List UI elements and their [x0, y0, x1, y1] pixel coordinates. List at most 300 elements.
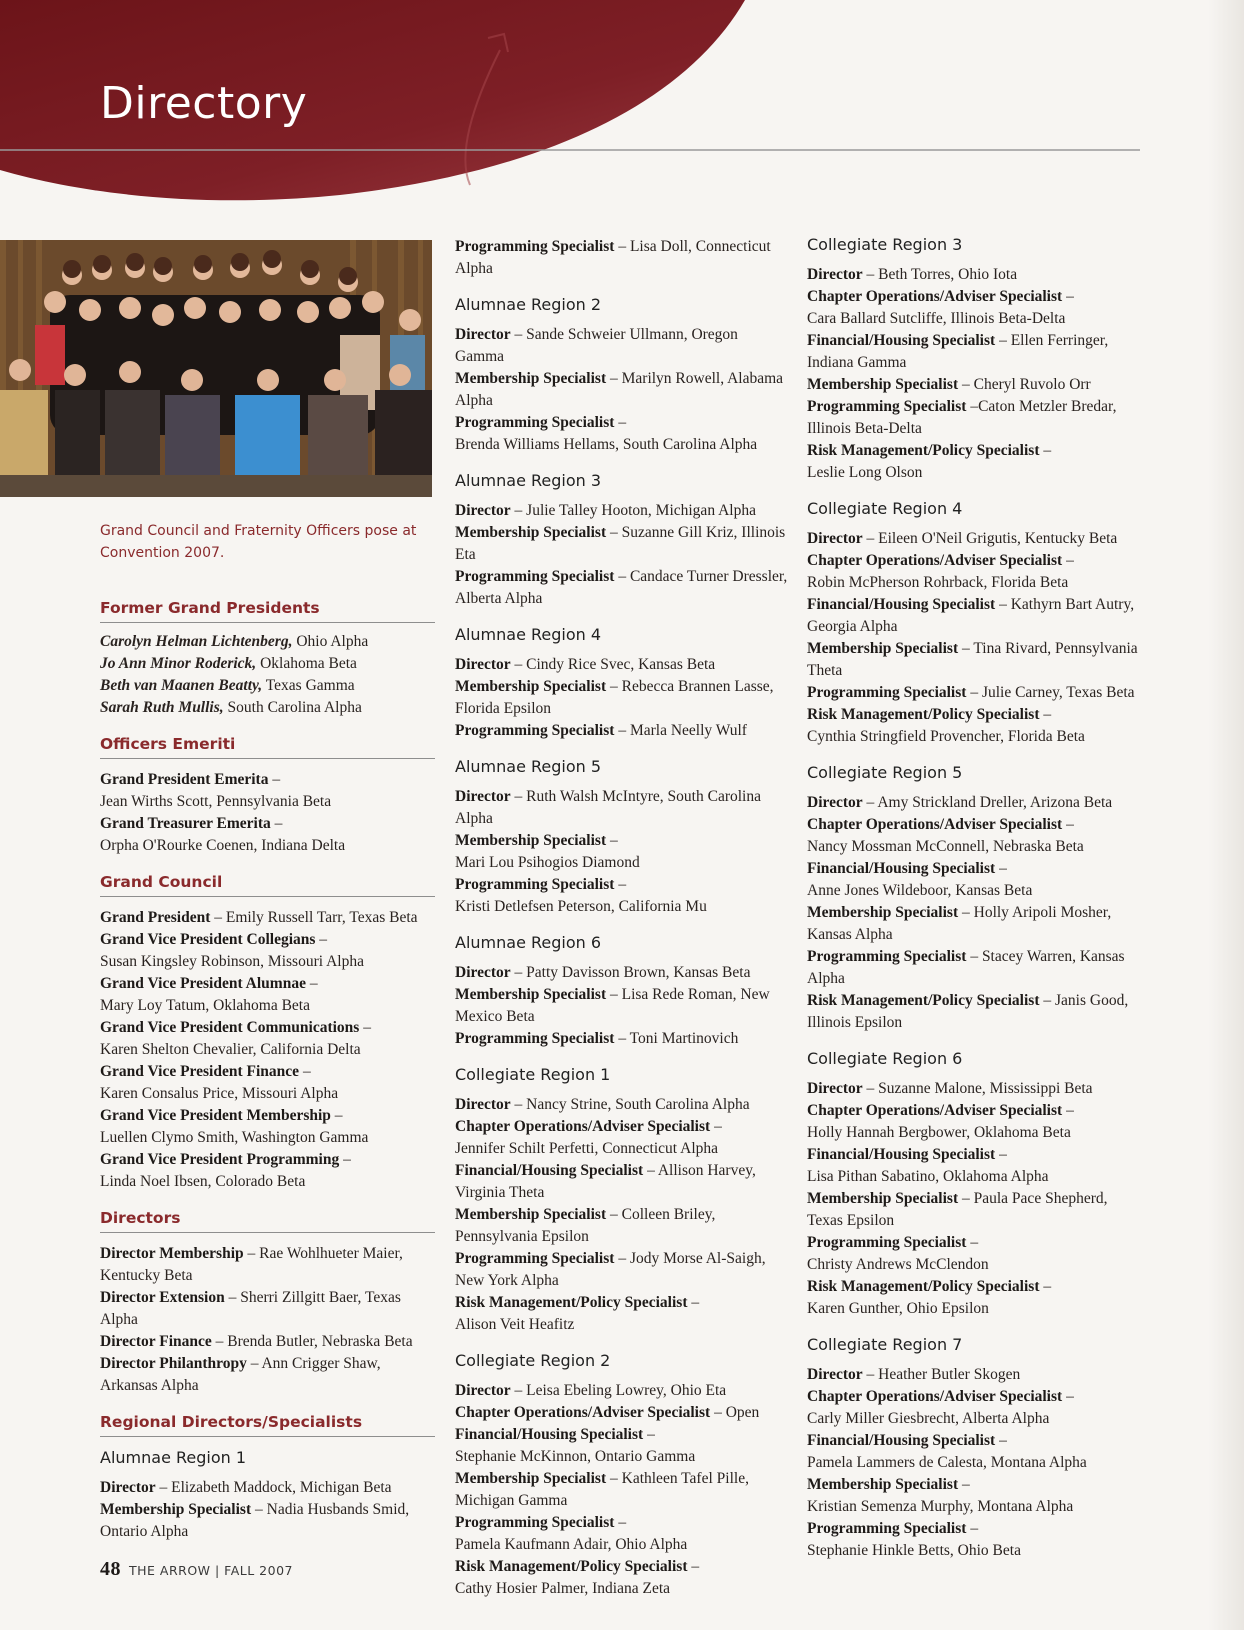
entry-name: Pamela Lammers de Calesta, Montana Alpha [807, 1454, 1087, 1471]
entry-separator: – [862, 1080, 879, 1097]
entry-role: Risk Management/Policy Specialist [455, 1294, 688, 1311]
entry-separator: – [339, 1151, 351, 1168]
entry-role: Grand Vice President Alumnae [100, 975, 306, 992]
page-title: Directory [100, 78, 308, 129]
entry-name: Anne Jones Wildeboor, Kansas Beta [807, 882, 1033, 899]
entry-separator: – [330, 1107, 343, 1124]
entry-separator: – [510, 326, 527, 343]
section-heading: Directors [100, 1207, 435, 1233]
directory-entry [455, 566, 790, 610]
entry-name: Candace Turner Dressler, Alberta Alpha [455, 568, 788, 607]
entry-name: Rae Wohlhueter Maier, Kentucky Beta [100, 1245, 403, 1284]
page-edge-shadow [1208, 0, 1244, 1630]
directory-entry [807, 990, 1142, 1034]
section-heading: Former Grand Presidents [100, 597, 435, 623]
entry-name: Jennifer Schilt Perfetti, Connecticut Alpha [455, 1140, 719, 1157]
entry-name: Open [725, 1404, 760, 1421]
entry-role: Financial/Housing Specialist [807, 1432, 996, 1449]
directory-entry [455, 324, 790, 368]
alumnae-region-5 [455, 756, 790, 918]
region-heading: Alumnae Region 4 [455, 625, 602, 644]
entry-separator: – [1062, 1388, 1074, 1405]
directory-entry [455, 1292, 790, 1336]
entry-name: Holly Hannah Bergbower, Oklahoma Beta [807, 1124, 1071, 1141]
entry-name: Mary Loy Tatum, Oklahoma Beta [100, 997, 310, 1014]
entry-role: Membership Specialist [807, 640, 959, 657]
entry-name: Stephanie Hinkle Betts, Ohio Beta [807, 1542, 1021, 1559]
entry-name: Emily Russell Tarr, Texas Beta [225, 909, 418, 926]
entry-separator: – [614, 722, 630, 739]
entry-name: Robin McPherson Rohrback, Florida Beta [807, 574, 1069, 591]
entry-role: Membership Specialist [455, 1206, 607, 1223]
directory-entry [455, 1094, 790, 1116]
directory-entry [455, 1402, 790, 1424]
directory-entry [807, 1276, 1142, 1320]
entry-role: Membership Specialist [807, 904, 959, 921]
entry-separator: – [862, 794, 878, 811]
directory-entry [807, 1386, 1142, 1430]
entry-separator: – [243, 1245, 260, 1262]
page-number: 48 [100, 1558, 121, 1580]
directory-entry [455, 676, 790, 720]
entry-role: Programming Specialist [455, 876, 615, 893]
entry-separator: – [614, 876, 627, 893]
entry-name: Kathyrn Bart Autry, Georgia Alpha [807, 596, 1135, 635]
entry-role: Membership Specialist [455, 678, 607, 695]
entry-separator: – [1039, 706, 1052, 723]
entry-separator: – [246, 1355, 262, 1372]
entry-role: Director Philanthropy [100, 1355, 247, 1372]
entry-role: Programming Specialist [807, 1234, 967, 1251]
entry-role: Grand Vice President Membership [100, 1107, 331, 1124]
alumnae-region-4 [455, 624, 790, 742]
entry-separator: – [643, 1426, 655, 1443]
list-item: Beth van Maanen Beatty, Texas Gamma [100, 677, 355, 694]
region-heading: Collegiate Region 2 [455, 1351, 611, 1370]
entry-separator: – [211, 1333, 228, 1350]
grand-council-list [100, 907, 435, 1193]
entry-separator: – [510, 1096, 527, 1113]
entry-separator: – [995, 1146, 1007, 1163]
grand-council-section [100, 871, 435, 1193]
directory-entry [455, 1556, 790, 1600]
entry-name: Tina Rivard, Pennsylvania Theta [807, 640, 1138, 679]
directory-entry [455, 984, 790, 1028]
entry-separator: – [995, 860, 1007, 877]
collegiate-region-6 [807, 1048, 1142, 1320]
entry-role: Membership Specialist [455, 370, 607, 387]
entry-name: Cara Ballard Sutcliffe, Illinois Beta-Delta [807, 310, 1066, 327]
entry-name: Christy Andrews McClendon [807, 1256, 989, 1273]
list-item: Sarah Ruth Mullis, South Carolina Alpha [100, 699, 362, 716]
entry-separator: – [614, 238, 630, 255]
entry-name: Alison Veit Heafitz [455, 1316, 575, 1333]
entry-separator: – [268, 771, 281, 788]
entry-role: Financial/Housing Specialist [807, 860, 996, 877]
directory-entry [807, 440, 1142, 484]
directory-entry [100, 1243, 435, 1287]
entry-separator: – [614, 1030, 630, 1047]
entry-role: Grand President Emerita [100, 771, 269, 788]
entry-separator: – [1039, 442, 1052, 459]
entry-separator: – [687, 1294, 700, 1311]
entry-separator: – [606, 1470, 622, 1487]
entry-name: Kristi Detlefsen Peterson, California Mu [455, 898, 707, 915]
directory-entry [455, 1380, 790, 1402]
region-heading: Collegiate Region 7 [807, 1335, 963, 1354]
region-heading: Collegiate Region 4 [807, 499, 963, 518]
region-list [455, 324, 790, 456]
region-heading: Alumnae Region 1 [100, 1448, 247, 1467]
entry-name: Lisa Rede Roman, New Mexico Beta [455, 986, 770, 1025]
entry-role: Programming Specialist [455, 1250, 615, 1267]
entry-role: Programming Specialist [455, 722, 615, 739]
entry-name: Karen Shelton Chevalier, California Delta [100, 1041, 361, 1058]
entry-name: Julie Talley Hooton, Michigan Alpha [526, 502, 756, 519]
entry-separator: – [614, 1514, 627, 1531]
entry-name: Nadia Husbands Smid, Ontario Alpha [100, 1501, 410, 1540]
entry-role: Director Finance [100, 1333, 212, 1350]
directory-entry [807, 1474, 1142, 1518]
directory-entry [100, 1499, 435, 1543]
entry-separator: – [958, 1190, 974, 1207]
entry-name: Kristian Semenza Murphy, Montana Alpha [807, 1498, 1074, 1515]
entry-separator: – [510, 656, 527, 673]
entry-name: Kathleen Tafel Pille, Michigan Gamma [455, 1470, 749, 1509]
officers-emeriti-section [100, 733, 435, 857]
entry-role: Financial/Housing Specialist [807, 1146, 996, 1163]
entry-name: Janis Good, Illinois Epsilon [807, 992, 1129, 1031]
directory-entry [455, 1028, 790, 1050]
directory-entry [100, 1353, 435, 1397]
collegiate-region-5 [807, 762, 1142, 1034]
directory-entry [807, 682, 1142, 704]
entry-name: Julie Carney, Texas Beta [981, 684, 1135, 701]
directory-entry [455, 874, 790, 918]
entry-name: Cathy Hosier Palmer, Indiana Zeta [455, 1580, 671, 1597]
directors-section [100, 1207, 435, 1397]
entry-role: Membership Specialist [100, 1501, 252, 1518]
entry-separator: – [606, 832, 618, 849]
region-list [807, 1078, 1142, 1320]
entry-role: Director [455, 964, 511, 981]
group-photo [0, 240, 432, 497]
entry-role: Programming Specialist [807, 398, 967, 415]
entry-separator: – [966, 948, 982, 965]
directory-entry [807, 264, 1142, 286]
column-2 [455, 236, 790, 1614]
entry-name: Allison Harvey, Virginia Theta [455, 1162, 756, 1201]
region-heading: Alumnae Region 3 [455, 471, 602, 490]
entry-role: Financial/Housing Specialist [807, 332, 996, 349]
entry-name: Cynthia Stringfield Provencher, Florida Beta [807, 728, 1085, 745]
entry-name: Jean Wirths Scott, Pennsylvania Beta [100, 793, 332, 810]
entry-separator: – [958, 640, 974, 657]
entry-separator: – [710, 1404, 726, 1421]
list-item: Carolyn Helman Lichtenberg, Ohio Alpha [100, 633, 369, 650]
entry-role: Programming Specialist [455, 238, 615, 255]
entry-name: Colleen Briley, Pennsylvania Epsilon [455, 1206, 716, 1245]
entry-name: Nancy Mossman McConnell, Nebraska Beta [807, 838, 1084, 855]
entry-name: Ann Crigger Shaw, Arkansas Alpha [100, 1355, 381, 1394]
directory-entry [100, 907, 435, 929]
entry-name: Sherri Zillgitt Baer, Texas Alpha [100, 1289, 401, 1328]
entry-separator: – [966, 1520, 979, 1537]
collegiate-region-1 [455, 1064, 790, 1336]
alumnae-region-6 [455, 932, 790, 1050]
entry-name: Luellen Clymo Smith, Washington Gamma [100, 1129, 369, 1146]
entry-separator: – [270, 815, 283, 832]
entry-role: Director Membership [100, 1245, 244, 1262]
directory-entry [807, 1078, 1142, 1100]
directory-entry [100, 1105, 435, 1149]
entry-role: Director [807, 1080, 863, 1097]
regional-section [100, 1411, 435, 1543]
region-list [455, 962, 790, 1050]
entry-separator: – [958, 376, 974, 393]
entry-separator: – [1039, 1278, 1052, 1295]
entry-role: Director [455, 1382, 511, 1399]
entry-name: Ruth Walsh McIntyre, South Carolina Alpha [455, 788, 761, 827]
entry-role: Grand Vice President Finance [100, 1063, 300, 1080]
entry-separator: – [510, 788, 527, 805]
entry-role: Membership Specialist [455, 986, 607, 1003]
entry-separator: – [995, 596, 1011, 613]
column-3 [807, 234, 1142, 1576]
region-heading: Collegiate Region 1 [455, 1065, 611, 1084]
directory-entry [455, 1468, 790, 1512]
entry-role: Director [807, 1366, 863, 1383]
entry-name: Carly Miller Giesbrecht, Alberta Alpha [807, 1410, 1050, 1427]
entry-role: Chapter Operations/Adviser Specialist [807, 1388, 1063, 1405]
alumnae-region-1-continued [455, 236, 790, 280]
entry-name: Lisa Doll, Connecticut Alpha [455, 238, 771, 277]
entry-separator: – [606, 1206, 622, 1223]
entry-name: Sande Schweier Ullmann, Oregon Gamma [455, 326, 738, 365]
directory-entry [807, 1232, 1142, 1276]
entry-separator: – [510, 1382, 527, 1399]
region-heading: Collegiate Region 6 [807, 1049, 963, 1068]
region-heading: Collegiate Region 5 [807, 763, 963, 782]
entry-separator: – [606, 370, 622, 387]
entry-separator: – [958, 904, 974, 921]
entry-name: Toni Martinovich [629, 1030, 739, 1047]
region-heading: Alumnae Region 2 [455, 295, 602, 314]
entry-separator: – [710, 1118, 722, 1135]
entry-role: Programming Specialist [455, 414, 615, 431]
column-1 [100, 597, 435, 1557]
directory-entry [807, 792, 1142, 814]
entry-separator: – [966, 1234, 979, 1251]
directory-entry [455, 830, 790, 874]
photo-caption: Grand Council and Fraternity Officers pose at Convention 2007. [100, 523, 417, 561]
entry-name: Cheryl Ruvolo Orr [973, 376, 1091, 393]
directory-entry [807, 396, 1142, 440]
region-list [455, 786, 790, 918]
entry-name: Brenda Williams Hellams, South Carolina Alpha [455, 436, 758, 453]
entry-role: Chapter Operations/Adviser Specialist [455, 1118, 711, 1135]
directory-entry [455, 236, 790, 280]
section-heading: Officers Emeriti [100, 733, 435, 759]
entry-name: Linda Noel Ibsen, Colorado Beta [100, 1173, 306, 1190]
entry-role: Chapter Operations/Adviser Specialist [455, 1404, 711, 1421]
entry-role: Risk Management/Policy Specialist [807, 1278, 1040, 1295]
entry-role: Membership Specialist [807, 376, 959, 393]
directory-entry [100, 813, 435, 857]
directory-entry [807, 1518, 1142, 1562]
entry-name: Lisa Pithan Sabatino, Oklahoma Alpha [807, 1168, 1049, 1185]
entry-name: Patty Davisson Brown, Kansas Beta [526, 964, 751, 981]
former-presidents-list [100, 631, 435, 719]
alumnae-region-2 [455, 294, 790, 456]
directory-entry [100, 769, 435, 813]
former-grand-presidents-section [100, 597, 435, 719]
entry-name: Holly Aripoli Mosher, Kansas Alpha [807, 904, 1112, 943]
entry-role: Programming Specialist [455, 568, 615, 585]
directory-entry [807, 550, 1142, 594]
entry-name: Marla Neelly Wulf [629, 722, 747, 739]
entry-separator: – [606, 524, 622, 541]
entry-role: Director [455, 788, 511, 805]
directory-entry [807, 594, 1142, 638]
entry-role: Membership Specialist [455, 1470, 607, 1487]
entry-role: Membership Specialist [455, 832, 607, 849]
entry-separator: – [614, 414, 627, 431]
entry-name: Cindy Rice Svec, Kansas Beta [526, 656, 716, 673]
entry-role: Risk Management/Policy Specialist [807, 442, 1040, 459]
directory-entry [807, 374, 1142, 396]
entry-separator: – [1039, 992, 1055, 1009]
entry-role: Financial/Housing Specialist [455, 1162, 644, 1179]
region-heading: Alumnae Region 5 [455, 757, 602, 776]
directory-entry [455, 1424, 790, 1468]
entry-name: Marilyn Rowell, Alabama Alpha [455, 370, 784, 409]
directory-entry [100, 973, 435, 1017]
entry-name: Ellen Ferringer, Indiana Gamma [807, 332, 1109, 371]
entry-role: Programming Specialist [807, 948, 967, 965]
entry-role: Director [455, 502, 511, 519]
entry-separator: – [210, 909, 226, 926]
entry-name: Leisa Ebeling Lowrey, Ohio Eta [526, 1382, 727, 1399]
entry-separator: – [1062, 1102, 1074, 1119]
directory-entry [100, 929, 435, 973]
entry-separator: – [305, 975, 318, 992]
directory-entry [455, 412, 790, 456]
entry-name: Beth Torres, Ohio Iota [878, 266, 1018, 283]
region-list [807, 264, 1142, 484]
entry-separator: – [862, 1366, 879, 1383]
entry-name: Amy Strickland Dreller, Arizona Beta [877, 794, 1113, 811]
entry-separator: – [614, 568, 630, 585]
directory-entry [807, 286, 1142, 330]
entry-role: Risk Management/Policy Specialist [807, 992, 1040, 1009]
entry-role: Grand President [100, 909, 211, 926]
entry-name: Rebecca Brannen Lasse, Florida Epsilon [455, 678, 774, 717]
entry-role: Membership Specialist [807, 1476, 959, 1493]
entry-name: Elizabeth Maddock, Michigan Beta [171, 1479, 392, 1496]
entry-role: Financial/Housing Specialist [807, 596, 996, 613]
entry-name: Nancy Strine, South Carolina Alpha [526, 1096, 750, 1113]
directory-entry [807, 814, 1142, 858]
entry-role: Director [455, 656, 511, 673]
directory-entry [807, 858, 1142, 902]
directory-entry [455, 1512, 790, 1556]
directory-entry [455, 1160, 790, 1204]
collegiate-region-3 [807, 234, 1142, 484]
entry-role: Director [807, 794, 863, 811]
entry-separator: – [958, 1476, 970, 1493]
directory-entry [807, 1430, 1142, 1474]
entry-role: Director [455, 1096, 511, 1113]
alumnae-region-1-cont-list [455, 236, 790, 280]
entry-name: Suzanne Malone, Mississippi Beta [878, 1080, 1093, 1097]
region-heading: Alumnae Region 6 [455, 933, 602, 952]
region-list [807, 792, 1142, 1034]
directory-entry [100, 1149, 435, 1193]
directory-entry [807, 704, 1142, 748]
entry-role: Risk Management/Policy Specialist [455, 1558, 688, 1575]
directory-entry [807, 946, 1142, 990]
entry-separator: – [643, 1162, 658, 1179]
collegiate-region-2 [455, 1350, 790, 1600]
entry-name: Heather Butler Skogen [878, 1366, 1021, 1383]
entry-name: Caton Metzler Bredar, Illinois Beta-Delta [807, 398, 1117, 437]
directory-entry [455, 1204, 790, 1248]
entry-role: Programming Specialist [807, 1520, 967, 1537]
entry-separator: – [614, 1250, 630, 1267]
directory-entry [100, 1331, 435, 1353]
entry-separator: – [224, 1289, 241, 1306]
entry-name: Eileen O'Neil Grigutis, Kentucky Beta [878, 530, 1118, 547]
entry-name: Stacey Warren, Kansas Alpha [807, 948, 1125, 987]
section-heading: Regional Directors/Specialists [100, 1411, 435, 1437]
entry-role: Grand Vice President Programming [100, 1151, 340, 1168]
directory-entry [455, 720, 790, 742]
entry-role: Chapter Operations/Adviser Specialist [807, 1102, 1063, 1119]
entry-name: Jody Morse Al-Saigh, New York Alpha [455, 1250, 766, 1289]
region-heading: Collegiate Region 3 [807, 235, 963, 254]
directory-entry [807, 330, 1142, 374]
entry-separator: – [510, 964, 527, 981]
entry-separator: – [862, 530, 879, 547]
entry-separator: – [995, 1432, 1007, 1449]
entry-role: Chapter Operations/Adviser Specialist [807, 288, 1063, 305]
directors-list [100, 1243, 435, 1397]
directory-entry [807, 528, 1142, 550]
entry-separator: – [606, 986, 622, 1003]
directory-entry [455, 1116, 790, 1160]
directory-entry [455, 654, 790, 676]
directory-entry [100, 1017, 435, 1061]
section-heading: Grand Council [100, 871, 435, 897]
entry-separator: – [966, 684, 982, 701]
directory-entry [455, 962, 790, 984]
entry-role: Director Extension [100, 1289, 225, 1306]
entry-separator: – [966, 398, 979, 415]
entry-role: Programming Specialist [455, 1030, 615, 1047]
directory-entry [807, 1100, 1142, 1144]
region-list [455, 500, 790, 610]
directory-entry [455, 500, 790, 522]
directory-entry [807, 1188, 1142, 1232]
entry-name: Karen Gunther, Ohio Epsilon [807, 1300, 989, 1317]
entry-name: Brenda Butler, Nebraska Beta [227, 1333, 413, 1350]
entry-separator: – [510, 502, 527, 519]
page-footer [100, 1558, 293, 1581]
entry-name: Stephanie McKinnon, Ontario Gamma [455, 1448, 696, 1465]
entry-name: Suzanne Gill Kriz, Illinois Eta [455, 524, 786, 563]
entry-name: Mari Lou Psihogios Diamond [455, 854, 640, 871]
